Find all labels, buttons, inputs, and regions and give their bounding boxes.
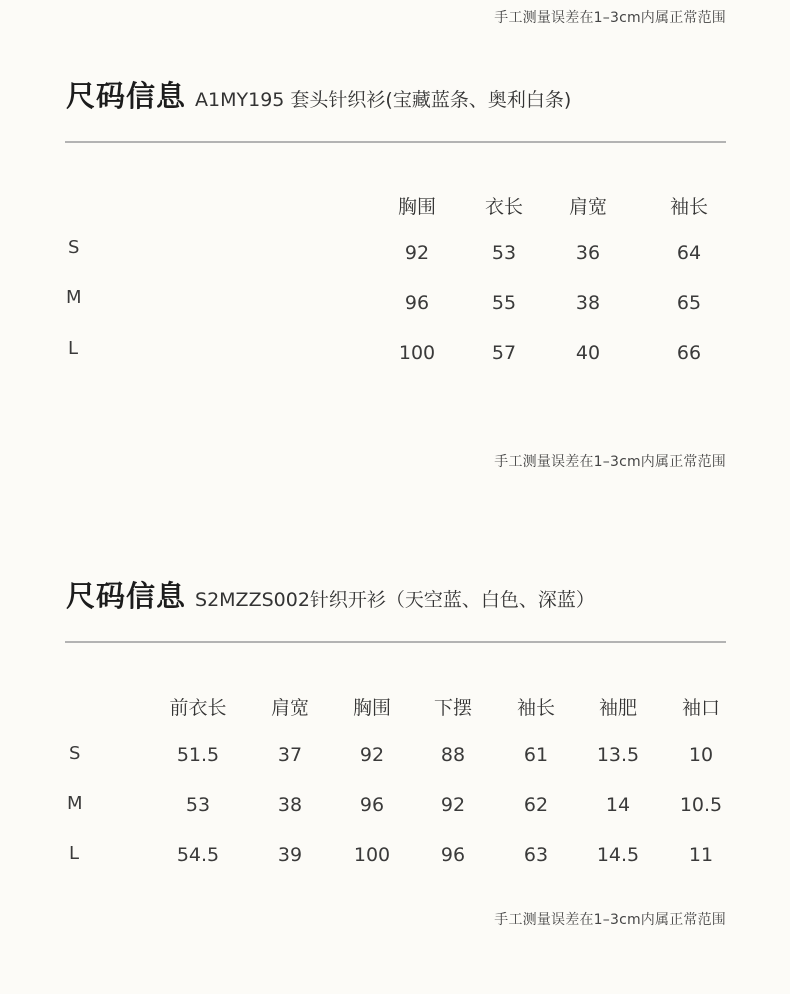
- section2-row-size-label: M: [67, 793, 83, 814]
- measurement-note-top: 手工测量误差在1–3cm内属正常范围: [494, 10, 726, 26]
- section1-cell: 53: [491, 242, 517, 264]
- section1-header-shoulder: 肩宽: [568, 196, 608, 218]
- section2-cell: 39: [277, 844, 303, 866]
- section2-row-size-label: S: [69, 743, 81, 764]
- section1-row-size-label: S: [68, 237, 80, 258]
- section1-cell: 96: [404, 292, 430, 314]
- section1-cell: 40: [575, 342, 601, 364]
- section2-cell: 14.5: [596, 844, 640, 866]
- section1-header-sleeve: 袖长: [669, 196, 709, 218]
- section1-row-size-label: M: [66, 287, 82, 308]
- section1-cell: 38: [575, 292, 601, 314]
- section2-cell: 51.5: [176, 744, 220, 766]
- section2-header-sleeve: 袖长: [516, 697, 556, 719]
- section1-cell: 92: [404, 242, 430, 264]
- section2-header-chest: 胸围: [352, 697, 392, 719]
- section2-cell: 100: [353, 844, 391, 866]
- section2-header-hem: 下摆: [433, 697, 473, 719]
- section2-cell: 38: [277, 794, 303, 816]
- section1-cell: 66: [676, 342, 702, 364]
- section2-cell: 10.5: [679, 794, 723, 816]
- section1-divider: [65, 141, 726, 143]
- section1-product-name: A1MY195 套头针织衫(宝藏蓝条、奥利白条): [195, 89, 572, 111]
- section2-title-main: 尺码信息: [66, 579, 187, 613]
- section1-header-length: 衣长: [484, 196, 524, 218]
- section2-cell: 96: [440, 844, 466, 866]
- section1-cell: 100: [398, 342, 436, 364]
- section2-product-name: S2MZZS002针织开衫（天空蓝、白色、深蓝）: [195, 589, 595, 611]
- section1-row-size-label: L: [68, 338, 79, 359]
- section2-divider: [65, 641, 726, 643]
- section1-header-chest: 胸围: [397, 196, 437, 218]
- measurement-note-middle: 手工测量误差在1–3cm内属正常范围: [494, 454, 726, 470]
- section2-header-shoulder: 肩宽: [270, 697, 310, 719]
- section2-cell: 63: [523, 844, 549, 866]
- section2-row-size-label: L: [69, 843, 80, 864]
- section2-header-front-length: 前衣长: [169, 697, 227, 719]
- section2-cell: 88: [440, 744, 466, 766]
- section2-header-cuff: 袖口: [681, 697, 721, 719]
- section2-title: [66, 574, 595, 615]
- section2-cell: 10: [688, 744, 714, 766]
- section2-cell: 96: [359, 794, 385, 816]
- section2-cell: 61: [523, 744, 549, 766]
- section1-title: [66, 74, 571, 115]
- section1-cell: 64: [676, 242, 702, 264]
- section2-header-sleeve-width: 袖肥: [598, 697, 638, 719]
- section2-cell: 62: [523, 794, 549, 816]
- section2-cell: 37: [277, 744, 303, 766]
- section2-cell: 14: [605, 794, 631, 816]
- section1-cell: 65: [676, 292, 702, 314]
- section1-title-main: 尺码信息: [66, 79, 187, 113]
- section1-cell: 57: [491, 342, 517, 364]
- section1-cell: 36: [575, 242, 601, 264]
- section2-cell: 53: [185, 794, 211, 816]
- section2-cell: 92: [359, 744, 385, 766]
- section1-cell: 55: [491, 292, 517, 314]
- section2-cell: 92: [440, 794, 466, 816]
- section2-cell: 13.5: [596, 744, 640, 766]
- section2-cell: 54.5: [176, 844, 220, 866]
- section2-cell: 11: [688, 844, 714, 866]
- measurement-note-bottom: 手工测量误差在1–3cm内属正常范围: [494, 912, 726, 928]
